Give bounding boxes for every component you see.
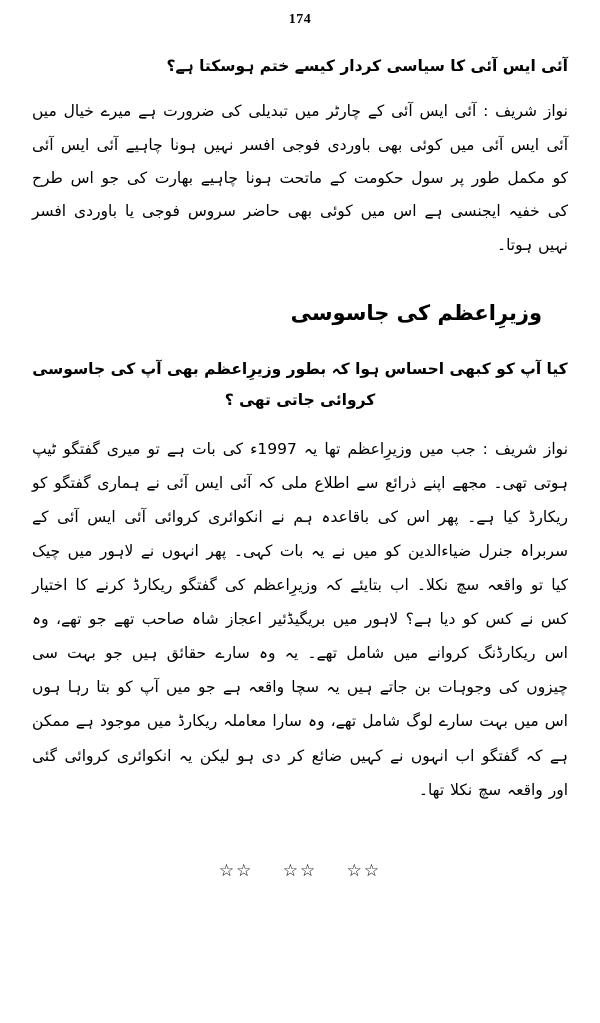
page-content	[32, 0, 568, 881]
question-heading-1: آئی ایس آئی کا سیاسی کردار کیسے ختم ہوسکتا ہے؟	[166, 57, 568, 75]
ornament-divider	[32, 861, 568, 881]
star-pair: ☆☆	[218, 860, 254, 881]
page-number: 174	[288, 12, 312, 27]
star-pair: ☆☆	[282, 860, 318, 881]
star-pair: ☆☆	[346, 860, 382, 881]
section-heading: وزیرِاعظم کی جاسوسی	[290, 301, 542, 325]
answer-paragraph-2: نواز شریف : جب میں وزیرِاعظم تھا یہ 1997ء کی بات ہے تو میری گفتگو ٹیپ ہوتی تھی۔ مجھے اپنے ذرائع سے اطلاع ملی کہ آئی ایس آئی نے ہماری گفتگو کو ریکارڈ کیا ہے۔ پھر اس کی باقاعدہ ہم نے انکوائری کروائی آئی ایس آئی کے سربراہ جنرل ضیاءالدین کو میں نے یہ بات کہی۔ پھر انہوں نے لاہور میں چیک کیا تو واقعہ سچ نکلا۔ اب بتایئے کہ وزیرِاعظم کی گفتگو ریکارڈ کرنے کا اختیار کس نے کس کو دیا ہے؟ لاہور میں بریگیڈئیر اعجاز شاہ صاحب تھے جو تھے، وہ اس ریکارڈنگ کروانے میں شامل تھے۔ یہ وہ سارے حقائق ہیں جو بہت سی چیزوں کی وجوہات بن جاتے ہیں یہ سچا واقعہ ہے جو میں آپ کو بتا رہا ہوں اس میں بہت سارے لوگ شامل تھے، وہ سارا معاملہ ریکارڈ میں موجود ہے ممکن ہے کہ گفتگو اب انہوں نے کہیں ضائع کر دی ہو لیکن یہ انکوائری کروائی گئی اور واقعہ سچ نکلا تھا۔	[32, 439, 569, 799]
answer-paragraph-1: نواز شریف : آئی ایس آئی کے چارٹر میں تبدیلی کی ضرورت ہے میرے خیال میں آئی ایس آئی میں کوئی بھی باوردی فوجی افسر نہیں ہونا چاہیے آئی ایس آئی کو مکمل طور پر سول حکومت کے ماتحت ہونا چاہیے بھارت کی جو اس طرح کی خفیہ ایجنسی ہے اس میں کوئی بھی حاضر سروس فوجی یا باوردی افسر نہیں ہوتا۔	[32, 102, 568, 254]
question-heading-2: کیا آپ کو کبھی احساس ہوا کہ بطور وزیرِاعظم بھی آپ کی جاسوسی کروائی جاتی تھی ؟	[32, 359, 568, 409]
